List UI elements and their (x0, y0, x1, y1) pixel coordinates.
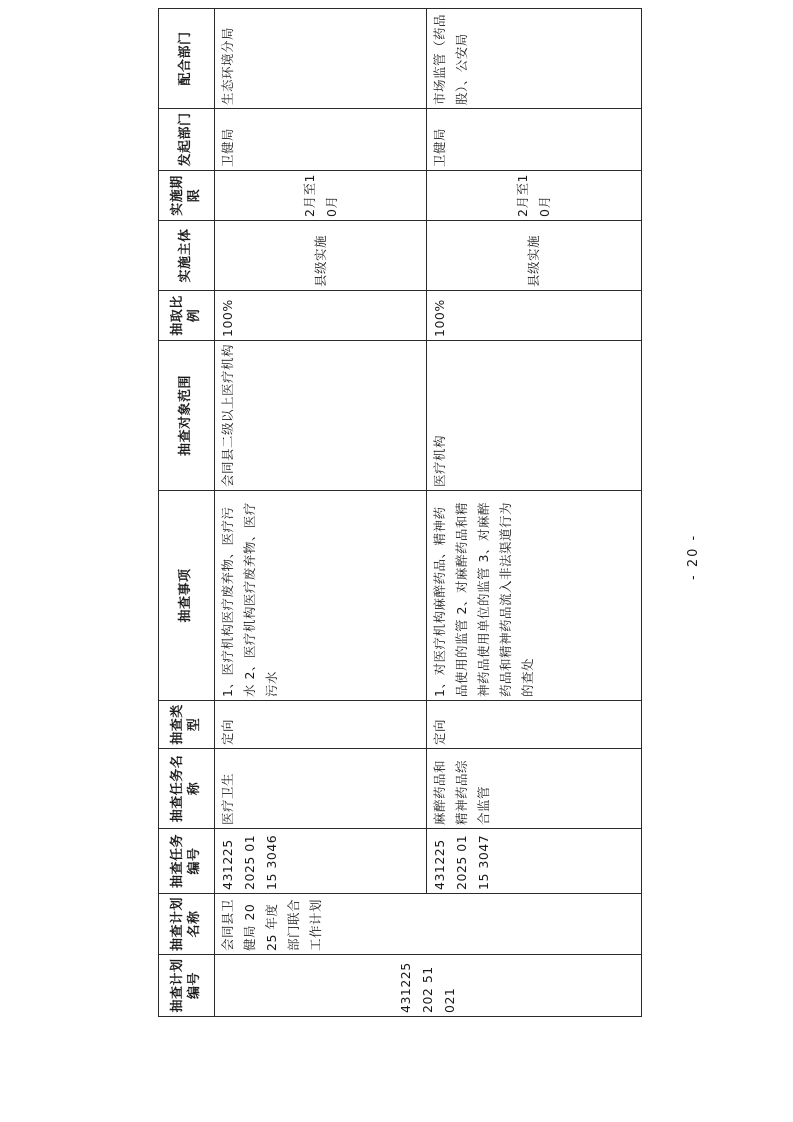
initiating-department: 卫健局 (432, 127, 447, 167)
task-no: 431225 2025 0115 3047 (432, 834, 491, 890)
header-task-no: 抽查任务编号 (159, 829, 215, 894)
initiator-cell (215, 109, 427, 171)
subject-cell (427, 221, 642, 291)
subject-cell (215, 221, 427, 291)
header-partner: 配合部门 (159, 9, 215, 109)
partner-department: 生态环境分局 (220, 26, 235, 105)
items-cell (427, 491, 642, 701)
type-cell (427, 701, 642, 749)
sampling-items: 1、医疗机构医疗废弃物、医疗污水 2、医疗机构医疗废弃物、医疗污水 (220, 502, 279, 697)
plan-no-cell (215, 955, 642, 1017)
scope-cell (215, 341, 427, 491)
type-cell (215, 701, 427, 749)
implementing-subject: 县级实施 (526, 234, 542, 287)
header-scope: 抽查对象范围 (159, 341, 215, 491)
ratio-cell (215, 291, 427, 341)
sampling-ratio: 100% (220, 299, 235, 337)
partner-department: 市场监管（药品股）、公安局 (432, 13, 469, 105)
task-name-cell (427, 749, 642, 829)
initiator-cell (427, 109, 642, 171)
initiating-department: 卫健局 (220, 127, 235, 167)
task-name: 医疗卫生 (220, 772, 235, 825)
task-no-cell (427, 829, 642, 894)
plan-name-cell (215, 894, 642, 955)
sampling-scope: 医疗机构 (432, 434, 447, 487)
sampling-ratio: 100% (432, 299, 447, 337)
header-row (159, 9, 215, 1017)
items-cell (215, 491, 427, 701)
header-plan-no: 抽查计划编号 (159, 955, 215, 1017)
implementation-period: 2月至10月 (301, 174, 339, 217)
table-row (215, 9, 427, 1017)
task-no: 4312252025 0115 3046 (220, 834, 279, 890)
task-no-cell (215, 829, 427, 894)
table-row (427, 9, 642, 1017)
sampling-plan-table (158, 8, 642, 1017)
task-name-cell (215, 749, 427, 829)
partner-cell (215, 9, 427, 109)
header-ratio: 抽取比例 (159, 291, 215, 341)
sampling-scope: 会同县二级以上医疗机构 (220, 343, 235, 487)
implementing-subject: 县级实施 (312, 234, 328, 287)
plan-name: 会同县卫健局 2025 年度部门联合工作计划 (220, 898, 323, 951)
header-task-name: 抽查任务名称 (159, 749, 215, 829)
header-type: 抽查类型 (159, 701, 215, 749)
scope-cell (427, 341, 642, 491)
header-period: 实施期限 (159, 171, 215, 221)
header-items: 抽查事项 (159, 491, 215, 701)
sampling-type: 定向 (220, 718, 235, 745)
task-name: 麻醉药品和精神药品综合监管 (432, 759, 491, 825)
page-number: - 20 - (686, 533, 701, 580)
header-plan-name: 抽查计划名称 (159, 894, 215, 955)
ratio-cell (427, 291, 642, 341)
period-cell (215, 171, 427, 221)
partner-cell (427, 9, 642, 109)
sampling-type: 定向 (432, 718, 447, 745)
sampling-items: 1、对医疗机构麻醉药品、精神药品使用的监管 2、对麻醉药品和精神药品使用单位的监管 3、对麻醉药品和精神药品流入非法渠道行为的查处 (432, 501, 535, 697)
plan-no: 431225202 51021 (398, 962, 457, 1013)
header-subject: 实施主体 (159, 221, 215, 291)
header-initiator: 发起部门 (159, 109, 215, 171)
implementation-period: 2月至10月 (515, 174, 552, 217)
period-cell (427, 171, 642, 221)
